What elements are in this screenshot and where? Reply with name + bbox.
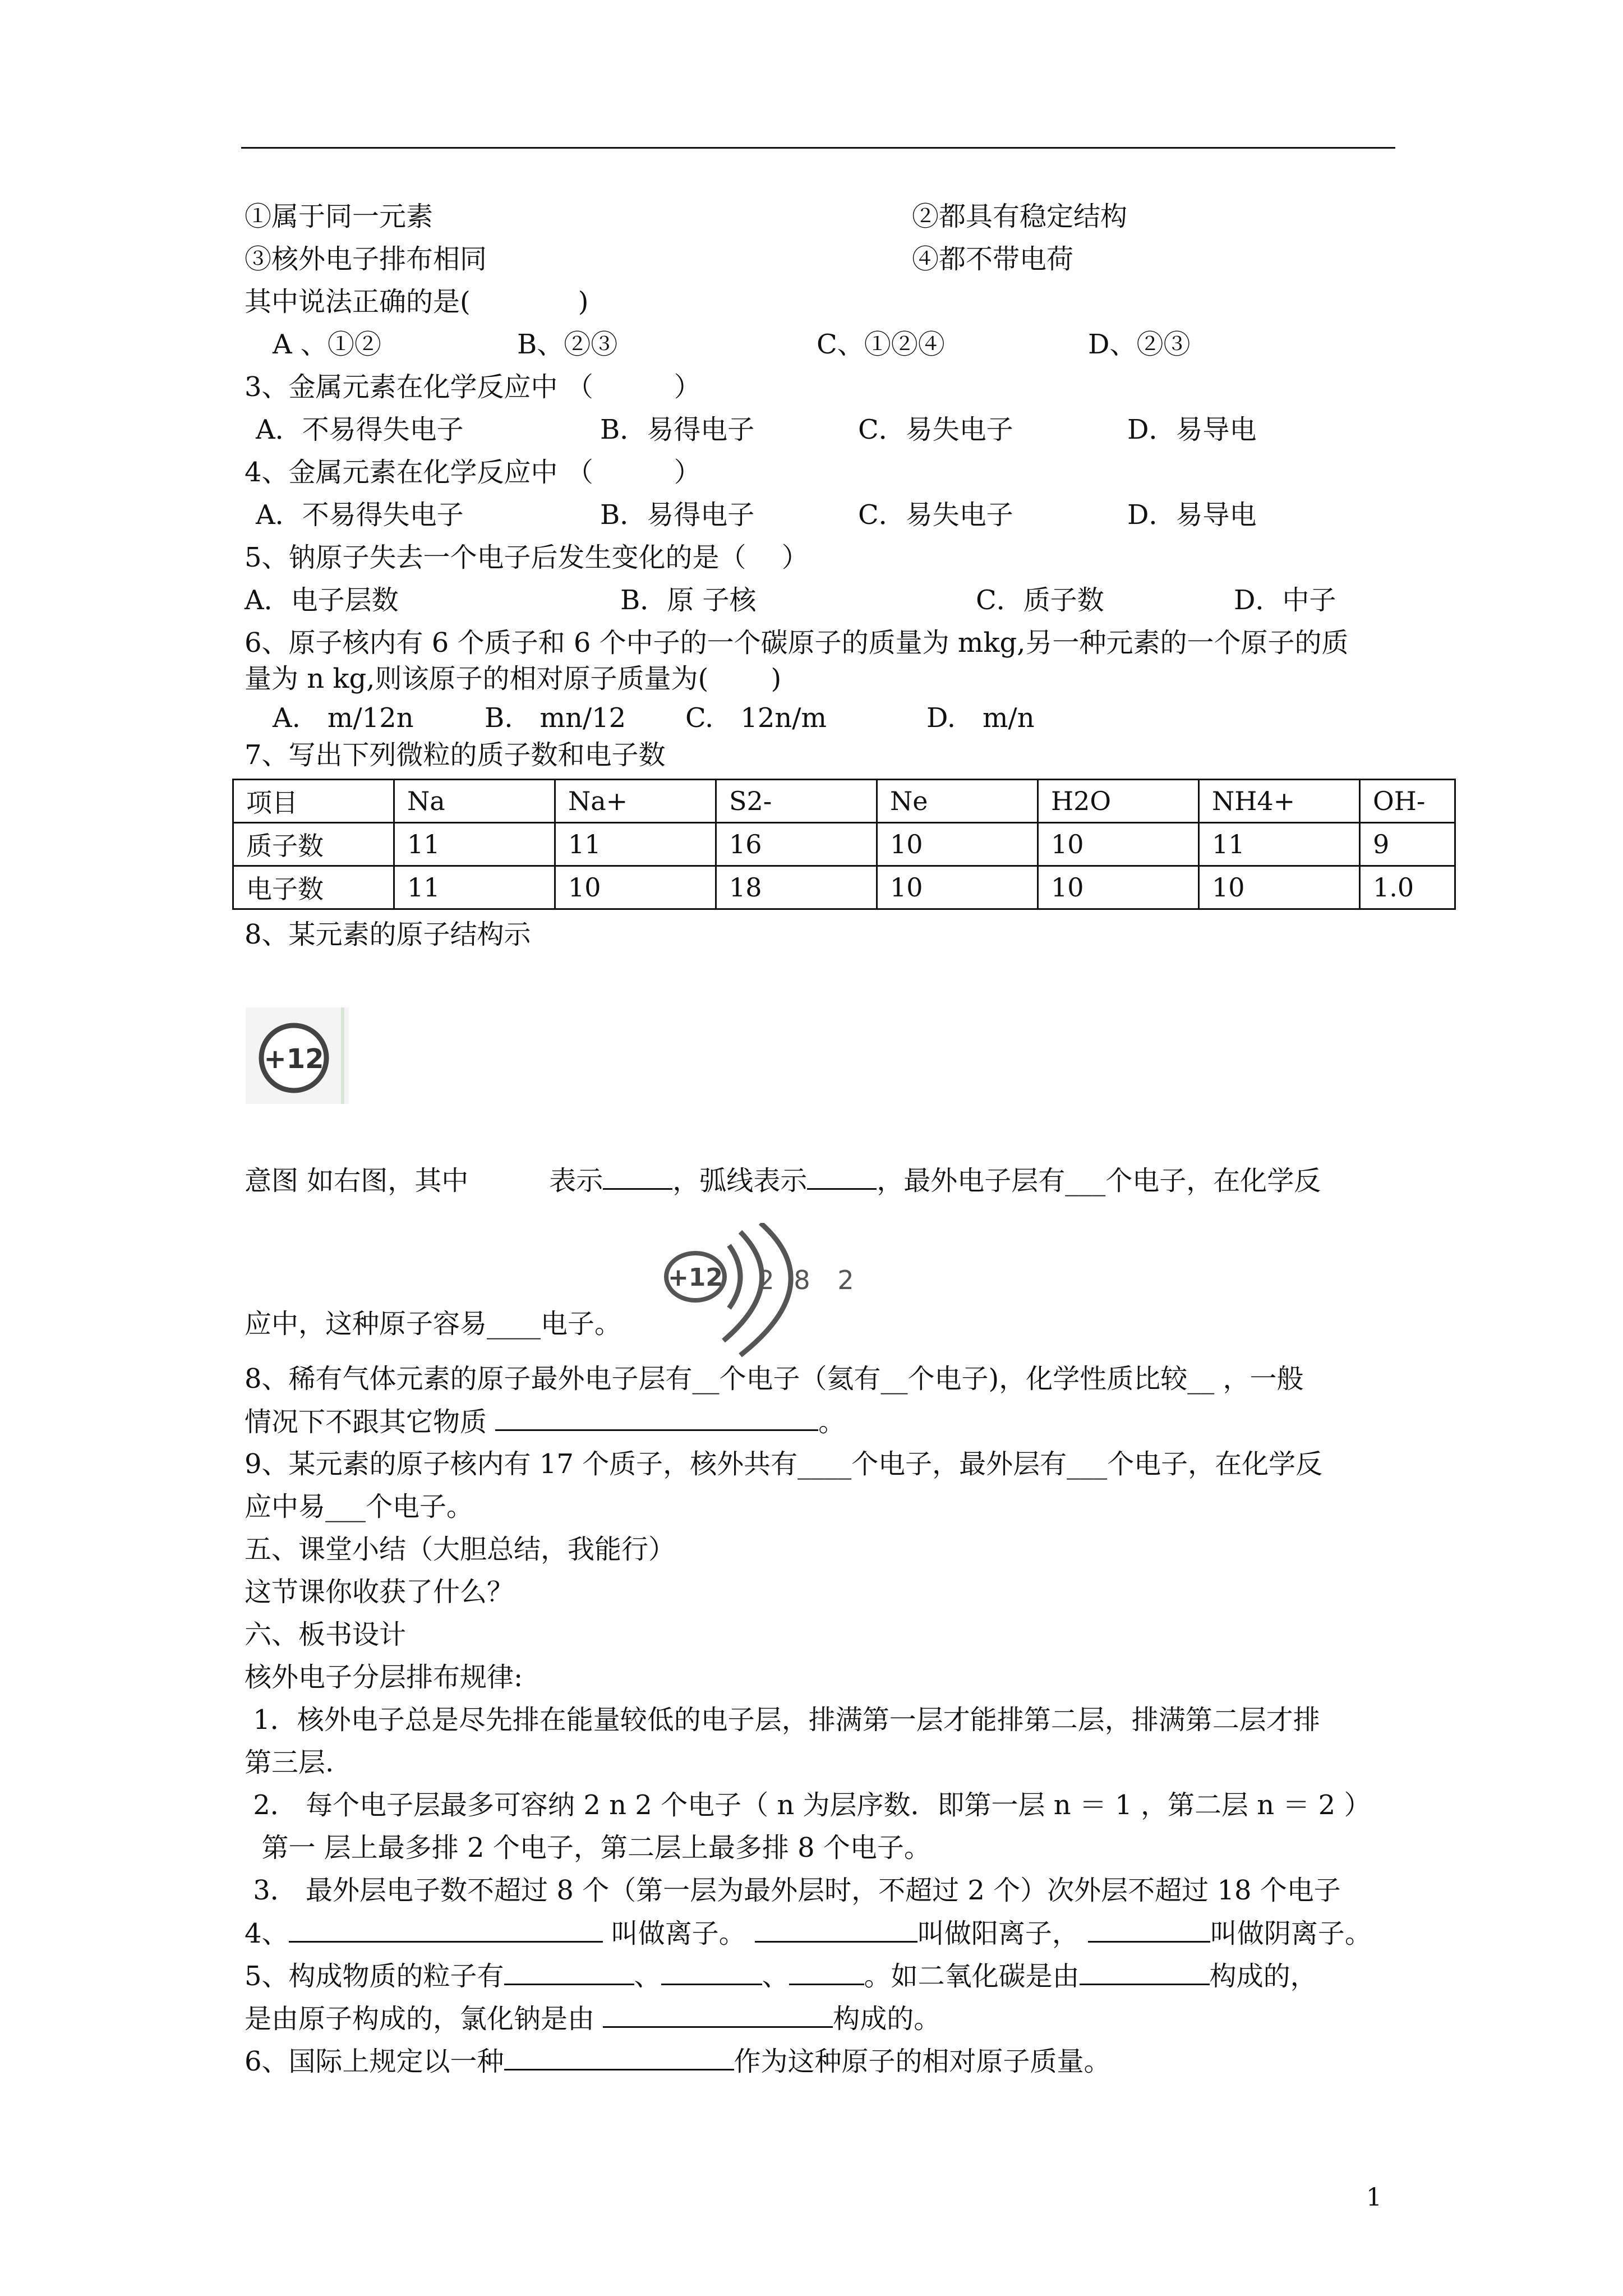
shell-3-count: 2 [837, 1265, 854, 1295]
blank-field[interactable] [789, 1959, 864, 1985]
f5-text-1: 5、构成物质的粒子有 [245, 1961, 504, 1992]
f4-text-1: 4、 [245, 1918, 289, 1949]
q6-option-c: C. 12n/m [685, 702, 827, 734]
statement-4: ④都不带电荷 [912, 243, 1074, 275]
fill-5-line-1 [245, 1959, 1317, 1993]
f5b-text-1: 是由原子构成的，氯化钠是由 [245, 2003, 603, 2035]
q8b-text: 情况下不跟其它物质 [245, 1406, 496, 1438]
table-row [233, 866, 1455, 909]
particle-table [232, 779, 1456, 910]
blank-field[interactable] [1088, 1916, 1210, 1943]
question-3: 3、金属元素在化学反应中 （ ） [245, 371, 701, 403]
table-cell: S2- [716, 780, 877, 823]
blank-field[interactable] [495, 1405, 818, 1431]
blank-field[interactable] [603, 1163, 672, 1190]
section-5-question: 这节课你收获了什么？ [245, 1576, 514, 1608]
fill-6 [245, 2044, 1111, 2078]
table-cell: H2O [1038, 780, 1199, 823]
question-stem: 其中说法正确的是( ) [245, 286, 589, 318]
rule-1-line-1: 1．核外电子总是尽先排在能量较低的电子层，排满第一层才能排第二层，排满第二层才排 [245, 1704, 1320, 1736]
table-cell: 18 [716, 866, 877, 909]
shell-1-count: 2 [758, 1265, 774, 1295]
question-6-line-1: 6、原子核内有 6 个质子和 6 个中子的一个碳原子的质量为 mkg,另一种元素的一个原子的质 [245, 627, 1349, 659]
q3-option-a: A．不易得失电子 [256, 414, 464, 445]
q3-option-b: B．易得电子 [600, 414, 755, 445]
q4-option-d: D．易导电 [1127, 499, 1257, 531]
q5-option-c: C．质子数 [976, 585, 1104, 616]
q8-text-2: ，弧线表示 [672, 1165, 808, 1197]
blank-field[interactable] [755, 1916, 917, 1943]
table-cell: NH4+ [1199, 780, 1360, 823]
table-cell: Na [394, 780, 555, 823]
fill-5-line-2 [245, 2001, 940, 2036]
question-6-line-2: 量为 n kg,则该原子的相对原子质量为( ) [245, 663, 782, 694]
q5-option-a: A．电子层数 [245, 585, 399, 616]
q4-option-b: B．易得电子 [600, 499, 755, 531]
blank-field[interactable] [807, 1163, 877, 1190]
table-cell: 10 [1038, 866, 1199, 909]
header-rule [241, 147, 1395, 149]
statement-1: ①属于同一元素 [245, 201, 434, 232]
q6-option-d: D. m/n [926, 702, 1035, 734]
blank-field[interactable] [661, 1959, 762, 1985]
section-5-heading: 五、课堂小结（大胆总结，我能行） [245, 1534, 676, 1565]
option-c: C、①②④ [817, 329, 945, 360]
nucleus-icon [246, 1007, 349, 1104]
f6-text-1: 6、国际上规定以一种 [245, 2046, 504, 2077]
table-header-row [233, 780, 1455, 823]
blank-field[interactable] [504, 1959, 634, 1985]
q3-option-c: C．易失电子 [858, 414, 1013, 445]
blank-field[interactable] [504, 2044, 734, 2070]
rule-heading: 核外电子分层排布规律: [245, 1662, 523, 1693]
rule-1-line-2: 第三层. [245, 1747, 334, 1778]
question-5: 5、钠原子失去一个电子后发生变化的是（ ） [245, 542, 809, 573]
table-cell: 1.0 [1360, 866, 1455, 909]
table-cell: Ne [877, 780, 1038, 823]
option-a: A 、①② [273, 329, 381, 360]
f5-text-4: 。如二氧化碳是由 [864, 1961, 1080, 1992]
f6-text-2: 作为这种原子的相对原子质量。 [734, 2046, 1111, 2077]
question-8-intro: 8、某元素的原子结构示 [245, 919, 531, 950]
q8-text-3: ，最外电子层有___个电子，在化学反 [877, 1165, 1321, 1197]
f4-text-3: 叫做阳离子， [917, 1918, 1079, 1949]
q8b-end: 。 [818, 1406, 846, 1438]
table-cell: OH- [1360, 780, 1455, 823]
table-cell: 11 [555, 823, 716, 866]
table-cell: 9 [1360, 823, 1455, 866]
table-cell: 11 [1199, 823, 1360, 866]
table-cell: 项目 [233, 780, 394, 823]
option-b: B、②③ [517, 329, 618, 360]
question-8-tail: 应中，这种原子容易____电子。 [245, 1308, 622, 1340]
nucleus-small-label: +12 [264, 1043, 324, 1075]
q8-text-1: 意图 如右图，其中 表示 [245, 1165, 603, 1197]
question-4: 4、金属元素在化学反应中 （ ） [245, 457, 701, 488]
table-cell: 10 [1199, 866, 1360, 909]
question-8b-line-2 [245, 1405, 845, 1439]
table-cell: 16 [716, 823, 877, 866]
table-cell: 10 [555, 866, 716, 909]
question-9-line-2: 应中易___个电子。 [245, 1491, 474, 1522]
question-8b-line-1: 8、稀有气体元素的原子最外电子层有__个电子（氦有__个电子)，化学性质比较__ ，一般 [245, 1363, 1304, 1395]
q5-option-b: B．原 子核 [620, 585, 757, 616]
rule-2-line-1: 2． 每个电子层最多可容纳 2 n 2 个电子（ n 为层序数．即第一层 n ＝ 1 ，第二层 n ＝ 2 ） [245, 1789, 1371, 1821]
table-cell: 质子数 [233, 823, 394, 866]
blank-field[interactable] [289, 1916, 603, 1943]
rule-3: 3． 最外层电子数不超过 8 个（第一层为最外层时，不超过 2 个）次外层不超过 18 个电子 [245, 1875, 1341, 1906]
blank-field[interactable] [603, 2001, 833, 2028]
nucleus-label: +12 [667, 1263, 723, 1292]
option-d: D、②③ [1088, 329, 1191, 360]
rule-2-line-2: 第一 层上最多排 2 个电子，第二层上最多排 8 个电子。 [245, 1832, 931, 1864]
table-cell: 10 [1038, 823, 1199, 866]
f5-text-2: 、 [634, 1961, 661, 1992]
table-cell: 电子数 [233, 866, 394, 909]
blank-field[interactable] [1080, 1959, 1210, 1985]
shell-2-count: 8 [794, 1265, 810, 1295]
fill-4 [245, 1916, 1372, 1950]
q3-option-d: D．易导电 [1127, 414, 1257, 445]
question-9-line-1: 9、某元素的原子核内有 17 个质子，核外共有____个电子，最外层有___个电子，在化学反 [245, 1448, 1323, 1480]
page-number: 1 [1366, 2183, 1382, 2212]
q6-option-b: B. mn/12 [485, 702, 626, 734]
q4-option-c: C．易失电子 [858, 499, 1013, 531]
question-8-text [245, 1163, 1321, 1198]
statement-3: ③核外电子排布相同 [245, 243, 487, 275]
table-cell: 11 [394, 823, 555, 866]
f4-text-4: 叫做阴离子。 [1210, 1918, 1372, 1949]
q6-option-a: A. m/12n [273, 702, 414, 734]
question-7: 7、写出下列微粒的质子数和电子数 [245, 739, 666, 771]
table-cell: Na+ [555, 780, 716, 823]
f4-text-2: 叫做离子。 [602, 1918, 746, 1949]
section-6-heading: 六、板书设计 [245, 1619, 407, 1650]
table-cell: 11 [394, 866, 555, 909]
f5-text-5: 构成的， [1209, 1961, 1317, 1992]
atom-structure-diagram [662, 1223, 875, 1358]
table-cell: 10 [877, 823, 1038, 866]
f5b-text-2: 构成的。 [833, 2003, 941, 2035]
q4-option-a: A．不易得失电子 [256, 499, 464, 531]
statement-2: ②都具有稳定结构 [912, 201, 1128, 232]
table-cell: 10 [877, 866, 1038, 909]
q5-option-d: D．中子 [1234, 585, 1336, 616]
table-row [233, 823, 1455, 866]
f5-text-3: 、 [762, 1961, 789, 1992]
